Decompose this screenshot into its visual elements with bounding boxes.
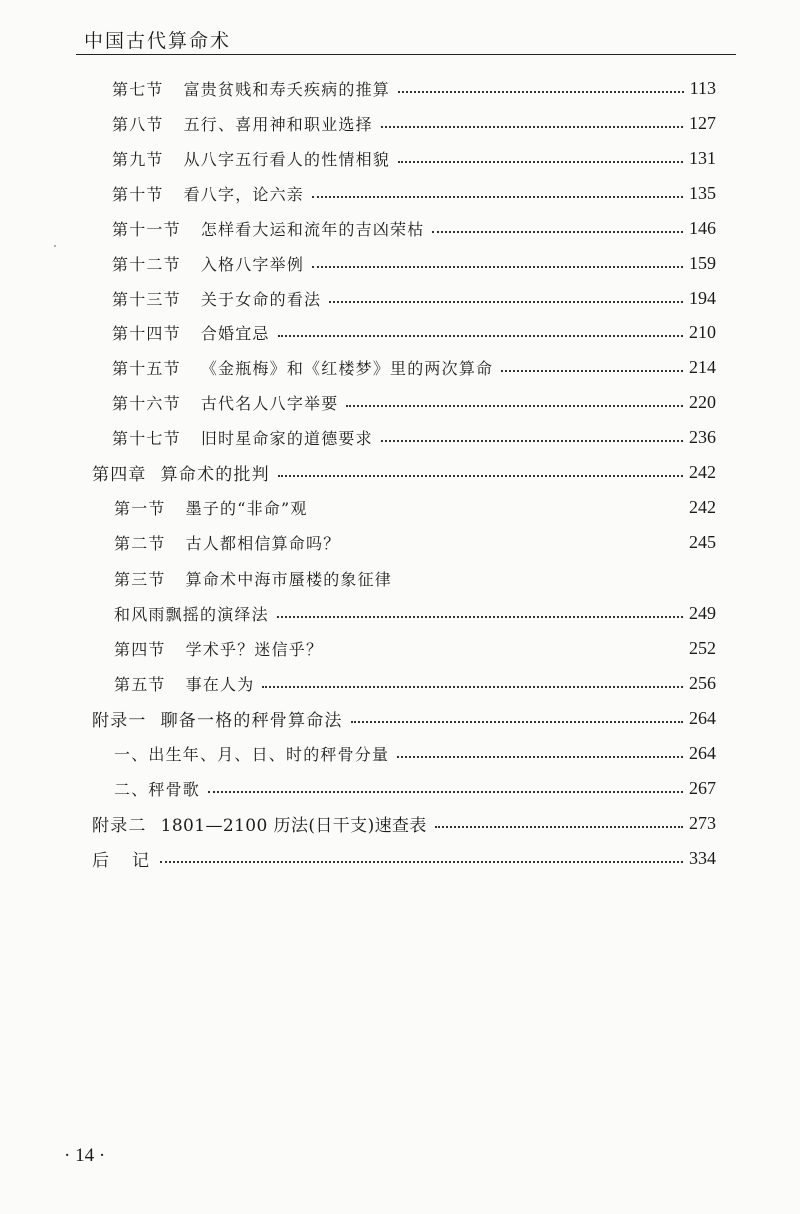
entry-number: 第十三节	[112, 289, 181, 309]
entry-title: 《金瓶梅》和《红楼梦》里的两次算命	[200, 358, 494, 378]
entry-title: 关于女命的看法	[200, 289, 322, 309]
page-number: 264	[689, 742, 716, 763]
toc-entry[interactable]	[112, 388, 716, 416]
page-number: 220	[689, 391, 716, 412]
dot-leader	[278, 335, 683, 337]
dot-leader	[397, 756, 683, 758]
page-number: 135	[689, 182, 716, 203]
dot-leader	[262, 686, 683, 688]
entry-number: 第四节	[114, 639, 166, 659]
entry-title: 二、秤骨歌	[114, 779, 201, 799]
toc-entry[interactable]	[112, 284, 716, 312]
appendix-title: 聊备一格的秤骨算命法	[160, 710, 343, 731]
page-number: 236	[689, 426, 716, 447]
page-number: 159	[689, 252, 716, 273]
chapter-title: 算命术的批判	[160, 464, 270, 485]
page-number: 245	[689, 531, 716, 552]
page-number: 267	[689, 777, 716, 798]
page-number: 256	[689, 672, 716, 693]
dot-leader	[312, 266, 683, 268]
afterword-title: 后 记	[92, 850, 152, 871]
page-number: 210	[689, 321, 716, 342]
entry-number: 第二节	[114, 533, 166, 553]
entry-title: 古代名人八字举要	[200, 393, 339, 413]
toc-entry[interactable]	[112, 423, 716, 451]
entry-number: 第十七节	[112, 428, 181, 448]
dot-leader	[432, 231, 683, 233]
toc-entry[interactable]	[112, 353, 716, 381]
entry-number: 第十一节	[112, 219, 181, 239]
dot-leader	[501, 370, 683, 372]
dot-leader	[398, 161, 683, 163]
toc-entry[interactable]	[112, 214, 716, 242]
entry-number: 第十节	[112, 184, 164, 204]
dot-leader	[278, 475, 683, 477]
toc-appendix[interactable]	[92, 704, 716, 732]
header-rule	[76, 54, 736, 55]
entry-title: 从八字五行看人的性情相貌	[183, 149, 391, 169]
entry-title: 墨子的“非命”观	[185, 498, 308, 518]
appendix-title: 1801—2100 历法(日干支)速查表	[160, 815, 427, 836]
toc-afterword[interactable]	[92, 844, 716, 872]
toc-entry[interactable]	[112, 144, 716, 172]
running-header: 中国古代算命术	[84, 30, 232, 52]
page-number: 264	[689, 707, 716, 728]
entry-number: 第十六节	[112, 393, 181, 413]
entry-title: 学术乎？迷信乎？	[185, 639, 324, 659]
page-number: 146	[689, 217, 716, 238]
dot-leader	[381, 440, 683, 442]
entry-title: 富贵贫贱和寿夭疾病的推算	[183, 79, 391, 99]
dot-leader	[160, 861, 683, 863]
entry-number: 第七节	[112, 79, 164, 99]
scan-speck	[54, 245, 56, 247]
toc-entry[interactable]	[114, 564, 716, 592]
toc-entry[interactable]	[114, 493, 716, 521]
entry-number: 第十二节	[112, 254, 181, 274]
toc-entry[interactable]	[114, 528, 716, 556]
dot-leader	[346, 405, 683, 407]
entry-title: 合婚宜忌	[200, 323, 270, 343]
toc-appendix[interactable]	[92, 809, 716, 837]
entry-number: 第八节	[112, 114, 164, 134]
page-number: 242	[689, 461, 716, 482]
toc-entry[interactable]	[114, 669, 716, 697]
page-number: 127	[689, 112, 716, 133]
entry-number: 第十四节	[112, 323, 181, 343]
dot-leader	[351, 721, 683, 723]
toc-chapter[interactable]	[92, 458, 716, 486]
toc-entry[interactable]	[112, 318, 716, 346]
entry-number: 第三节	[114, 569, 166, 589]
dot-leader	[435, 826, 683, 828]
page-folio: · 14 ·	[64, 1145, 106, 1166]
appendix-number: 附录二	[92, 815, 147, 836]
page-number: 334	[689, 847, 716, 868]
dot-leader	[398, 91, 684, 93]
entry-number: 第一节	[114, 498, 166, 518]
entry-title: 旧时星命家的道德要求	[200, 428, 373, 448]
page-number: 194	[689, 287, 716, 308]
toc-entry[interactable]	[112, 74, 716, 102]
entry-number: 第九节	[112, 149, 164, 169]
toc-entry[interactable]	[114, 774, 716, 802]
entry-title: 古人都相信算命吗？	[185, 533, 341, 553]
page-number: 131	[689, 147, 716, 168]
entry-title: 算命术中海市蜃楼的象征律	[185, 569, 393, 589]
dot-leader	[277, 616, 683, 618]
entry-title: 五行、喜用神和职业选择	[183, 114, 373, 134]
entry-number: 第十五节	[112, 358, 181, 378]
page-number: 214	[689, 356, 716, 377]
dot-leader	[312, 196, 683, 198]
page-number: 113	[689, 77, 716, 98]
entry-title: 事在人为	[185, 674, 255, 694]
page-number: 252	[689, 637, 716, 658]
entry-title: 入格八字举例	[200, 254, 305, 274]
entry-title: 一、出生年、月、日、时的秤骨分量	[114, 744, 390, 764]
toc-entry[interactable]	[112, 249, 716, 277]
entry-title: 看八字，论六亲	[183, 184, 305, 204]
toc-entry[interactable]	[112, 109, 716, 137]
dot-leader	[208, 791, 683, 793]
appendix-number: 附录一	[92, 710, 147, 731]
entry-title-continued: 和风雨飘摇的演绎法	[114, 604, 269, 624]
entry-number: 第五节	[114, 674, 166, 694]
dot-leader	[381, 126, 683, 128]
page-number: 249	[689, 602, 716, 623]
entry-title: 怎样看大运和流年的吉凶荣枯	[200, 219, 425, 239]
page-number: 273	[689, 812, 716, 833]
toc-entry[interactable]	[114, 634, 716, 662]
toc-entry[interactable]	[114, 739, 716, 767]
page-number: 242	[689, 496, 716, 517]
chapter-number: 第四章	[92, 464, 147, 485]
dot-leader	[329, 301, 683, 303]
toc-entry[interactable]	[112, 179, 716, 207]
toc-entry-continuation[interactable]	[114, 599, 716, 627]
